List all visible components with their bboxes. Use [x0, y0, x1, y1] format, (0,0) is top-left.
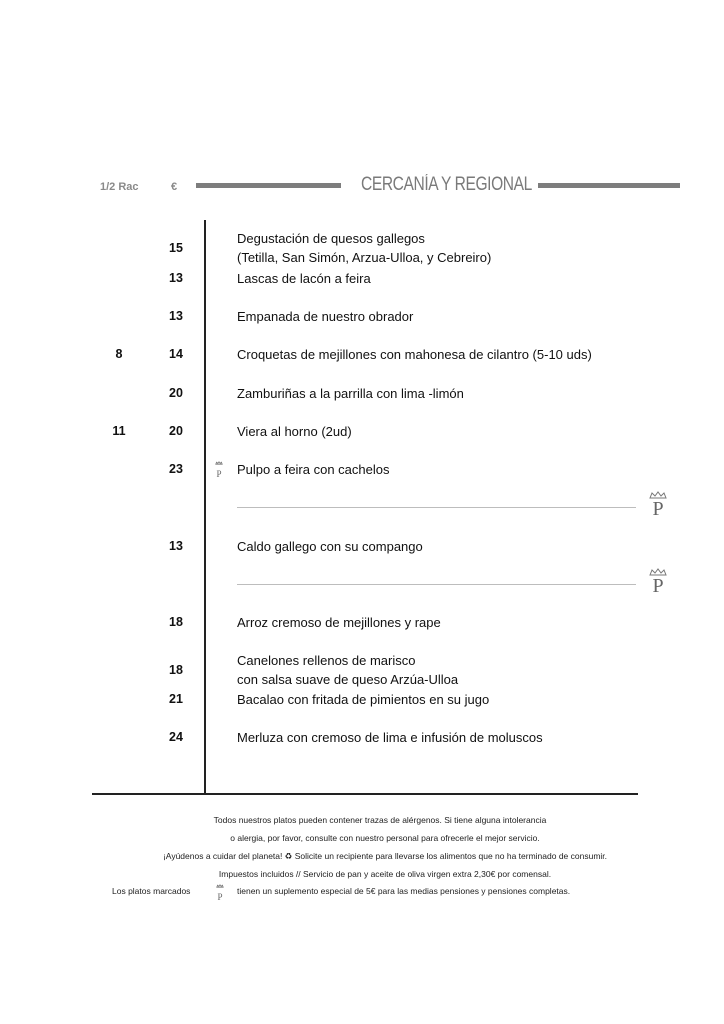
- full-ration-price: 23: [169, 462, 183, 476]
- dish-line: Pulpo a feira con cachelos: [237, 462, 390, 477]
- dish-item: [237, 384, 464, 403]
- half-ration-header: 1/2 Rac: [100, 181, 139, 193]
- full-ration-price: 21: [169, 692, 183, 706]
- dish-item: [237, 690, 489, 709]
- dish-line: Merluza con cremoso de lima e infusión de moluscos: [237, 730, 543, 745]
- full-ration-price: 20: [169, 424, 183, 438]
- footer-allergen-line-1: Todos nuestros platos pueden contener trazas de alérgenos. Si tiene alguna intolerancia: [213, 815, 547, 825]
- dish-line: Degustación de quesos gallegos: [237, 231, 425, 246]
- price-header: €: [171, 181, 178, 193]
- menu-bottom-rule: [92, 793, 638, 795]
- separator-line: [237, 507, 636, 508]
- full-ration-price: 14: [169, 347, 183, 361]
- dish-line: (Tetilla, San Simón, Arzua-Ulloa, y Cebreiro): [237, 250, 492, 265]
- dish-item: [237, 460, 389, 479]
- dish-line: Viera al horno (2ud): [237, 424, 352, 439]
- dish-item: [237, 422, 352, 441]
- dish-line: Croquetas de mejillones con mahonesa de cilantro (5-10 uds): [237, 347, 592, 362]
- full-ration-price: 20: [169, 386, 183, 400]
- column-divider: [204, 220, 206, 794]
- crown-icon: [216, 884, 224, 888]
- p-marker-inline: P: [213, 461, 225, 481]
- dish-item: [237, 345, 592, 364]
- footer-allergen-line-2: o alergia, por favor, consulte con nuestro personal para ofrecerle el mejor servicio.: [230, 833, 540, 843]
- full-ration-price: 15: [169, 241, 183, 255]
- section-title: CERCANÍA Y REGIONAL: [361, 174, 532, 195]
- dish-item: [237, 613, 441, 632]
- dish-item: [237, 537, 423, 556]
- dish-line: Caldo gallego con su compango: [237, 539, 423, 554]
- full-ration-price: 24: [169, 730, 183, 744]
- dish-item: [237, 307, 413, 326]
- dish-item: [237, 728, 543, 747]
- separator-line: [237, 584, 636, 585]
- dish-item: [237, 269, 371, 288]
- dish-item: [237, 651, 458, 689]
- dish-line: Arroz cremoso de mejillones y rape: [237, 615, 441, 630]
- dish-line: Lascas de lacón a feira: [237, 271, 371, 286]
- dish-line: Canelones rellenos de marisco: [237, 653, 416, 668]
- footer-taxes-line: Impuestos incluidos // Servicio de pan y aceite de oliva virgen extra 2,30€ por comensal.: [218, 869, 552, 879]
- p-marker: P: [645, 568, 671, 596]
- dish-item: [237, 229, 491, 267]
- dish-line: Zamburiñas a la parrilla con lima -limón: [237, 386, 464, 401]
- dish-line: Bacalao con fritada de pimientos en su jugo: [237, 692, 490, 707]
- footer-marked-line-end: tienen un suplemento especial de 5€ para las medias pensiones y pensiones completas.: [237, 886, 571, 896]
- dish-line: con salsa suave de queso Arzúa-Ulloa: [237, 672, 459, 687]
- half-ration-price: 8: [115, 347, 123, 361]
- full-ration-price: 18: [169, 663, 183, 677]
- crown-icon: [215, 461, 223, 465]
- p-marker-inline: P: [214, 884, 226, 904]
- header-bar-left: [196, 183, 341, 188]
- footer-planet-line: ¡Ayúdenos a cuidar del planeta! ♻ Solicite un recipiente para llevarse los alimentos que no ha terminado de consumir.: [162, 851, 608, 861]
- p-marker: P: [645, 491, 671, 519]
- full-ration-price: 18: [169, 615, 183, 629]
- header-bar-right: [538, 183, 680, 188]
- dish-line: Empanada de nuestro obrador: [237, 309, 414, 324]
- half-ration-price: 11: [112, 424, 126, 438]
- footer-marked-line-start: Los platos marcados: [112, 886, 191, 896]
- full-ration-price: 13: [169, 539, 183, 553]
- full-ration-price: 13: [169, 271, 183, 285]
- full-ration-price: 13: [169, 309, 183, 323]
